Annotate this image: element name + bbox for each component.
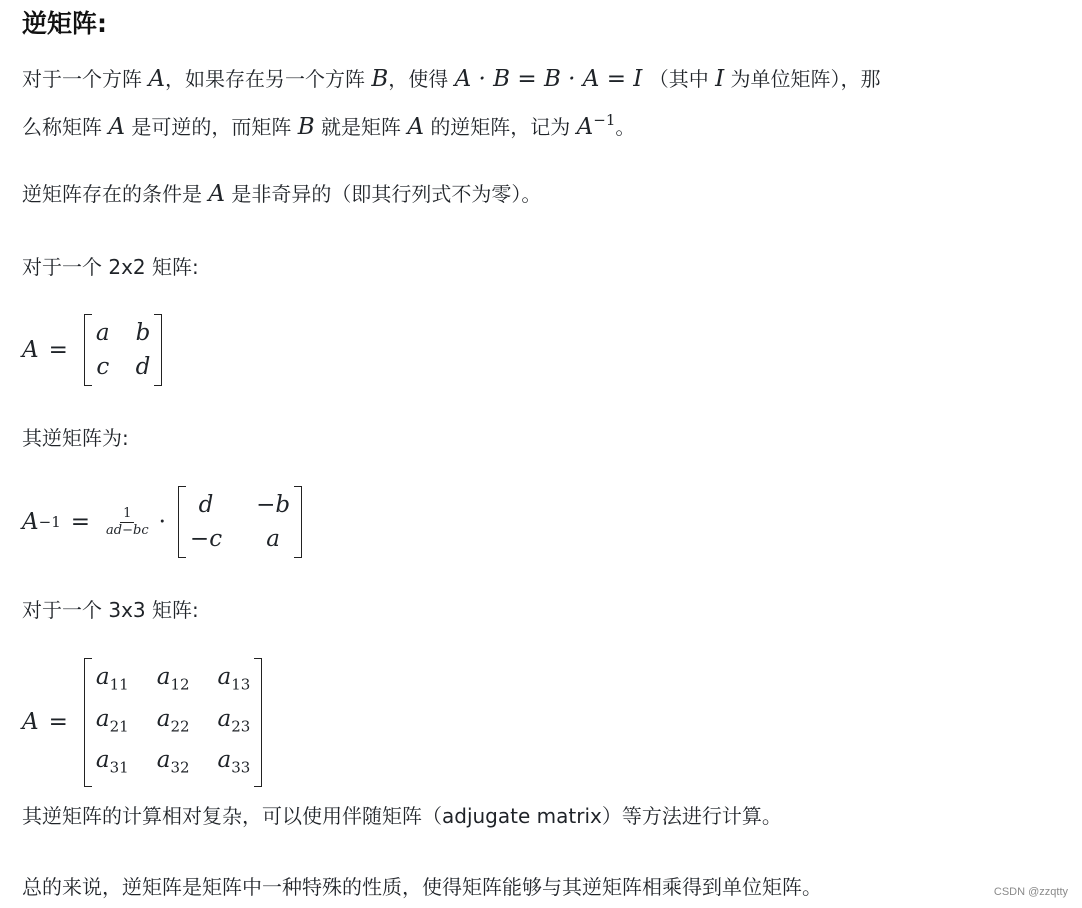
matrix-cell xyxy=(157,743,190,785)
math-symbol: B xyxy=(297,114,315,140)
matrix-3x3 xyxy=(84,658,262,787)
text: 。 xyxy=(615,115,636,139)
math-symbol: A xyxy=(148,66,165,92)
inverse-2x2-equation xyxy=(22,486,302,558)
text: 就是矩阵 xyxy=(320,115,401,139)
matrix-cell xyxy=(157,702,190,744)
math-symbol: B xyxy=(371,66,389,92)
text: 么称矩阵 xyxy=(22,115,102,139)
text: ，如果存在另一个方阵 xyxy=(164,67,365,91)
matrix-cells xyxy=(186,486,294,558)
fraction-denominator: ad−bc xyxy=(106,522,149,538)
cell-base: a xyxy=(95,664,110,690)
math-symbol: A xyxy=(208,181,225,207)
equals-sign: = xyxy=(48,709,68,736)
cell-base: a xyxy=(156,664,171,690)
matrix-2x2 xyxy=(84,314,162,386)
math-symbol: A xyxy=(22,709,39,736)
cell-subscript: 12 xyxy=(170,675,190,694)
text: ，使得 xyxy=(388,67,449,91)
matrix-cells xyxy=(92,314,154,386)
matrix-3x3-equation xyxy=(22,658,262,787)
fraction-numerator: 1 xyxy=(120,506,134,523)
math-symbol: A xyxy=(407,114,424,140)
cell-base: a xyxy=(217,747,232,774)
cell-subscript: 23 xyxy=(231,717,251,736)
cell-base: a xyxy=(217,705,232,732)
matrix-cell xyxy=(96,702,129,744)
intro-paragraph-line-1 xyxy=(22,59,881,99)
matrix-cell: c xyxy=(96,354,110,380)
matrix-2x2-adjugate xyxy=(178,486,302,558)
cell-subscript: 31 xyxy=(109,758,129,777)
math-symbol: A xyxy=(576,114,594,140)
math-exponent: −1 xyxy=(38,513,61,531)
dot-operator: · xyxy=(158,509,166,535)
math-symbol: A xyxy=(108,114,125,140)
math-symbol: I xyxy=(715,66,725,92)
matrix-cell: d xyxy=(198,492,214,518)
matrix-cell: −b xyxy=(256,492,291,518)
cell-subscript: 22 xyxy=(170,717,190,736)
adjugate-note: 其逆矩阵的计算相对复杂，可以使用伴随矩阵（adjugate matrix）等方法进行计算。 xyxy=(22,804,782,828)
cell-subscript: 13 xyxy=(231,675,251,694)
fraction xyxy=(106,506,149,539)
matrix-cell: a xyxy=(266,526,280,552)
math-symbol: A xyxy=(22,337,39,363)
left-bracket xyxy=(84,314,92,386)
text: 为单位矩阵），那 xyxy=(730,67,881,91)
matrix-cell xyxy=(157,660,190,702)
equals-sign: = xyxy=(70,509,91,535)
matrix-cells xyxy=(92,658,254,787)
text: 是非奇异的（即其行列式不为零）。 xyxy=(231,182,542,206)
cell-subscript: 21 xyxy=(109,717,129,736)
text: 的逆矩阵，记为 xyxy=(430,115,571,139)
case-2x2-label: 对于一个 2x2 矩阵: xyxy=(22,255,199,279)
section-heading: 逆矩阵: xyxy=(22,9,107,38)
inverse-label: 其逆矩阵为: xyxy=(22,426,129,450)
cell-base: a xyxy=(95,705,110,732)
matrix-cell: d xyxy=(135,354,151,380)
intro-paragraph-line-2 xyxy=(22,100,635,147)
matrix-2x2-equation xyxy=(22,314,162,386)
matrix-cell xyxy=(96,660,129,702)
left-bracket xyxy=(178,486,186,558)
case-3x3-label: 对于一个 3x3 矩阵: xyxy=(22,598,199,622)
left-bracket xyxy=(84,658,92,787)
equals-sign: = xyxy=(48,337,68,363)
text: 逆矩阵存在的条件是 xyxy=(22,182,202,206)
right-bracket xyxy=(154,314,162,386)
right-bracket xyxy=(254,658,262,787)
matrix-cell xyxy=(218,743,251,785)
summary-paragraph: 总的来说，逆矩阵是矩阵中一种特殊的性质，使得矩阵能够与其逆矩阵相乘得到单位矩阵。 xyxy=(22,875,822,899)
text: （其中 xyxy=(648,67,709,91)
matrix-cell xyxy=(218,702,251,744)
cell-base: a xyxy=(156,747,171,774)
cell-subscript: 32 xyxy=(170,758,190,777)
math-exponent: −1 xyxy=(593,111,616,129)
right-bracket xyxy=(294,486,302,558)
cell-base: a xyxy=(156,705,171,732)
text: 对于一个方阵 xyxy=(22,67,142,91)
math-equation: A · B = B · A = I xyxy=(454,66,643,92)
math-symbol: A xyxy=(22,509,39,535)
cell-base: a xyxy=(217,664,232,690)
cell-subscript: 11 xyxy=(109,675,129,694)
matrix-cell: a xyxy=(95,320,110,346)
cell-base: a xyxy=(95,747,110,774)
watermark: CSDN @zzqtty xyxy=(993,886,1068,898)
cell-subscript: 33 xyxy=(231,758,251,777)
matrix-cell xyxy=(218,660,251,702)
matrix-cell: b xyxy=(135,320,151,346)
matrix-cell xyxy=(96,743,129,785)
condition-paragraph xyxy=(22,174,541,214)
text: 是可逆的，而矩阵 xyxy=(131,115,292,139)
matrix-cell: −c xyxy=(189,526,223,552)
